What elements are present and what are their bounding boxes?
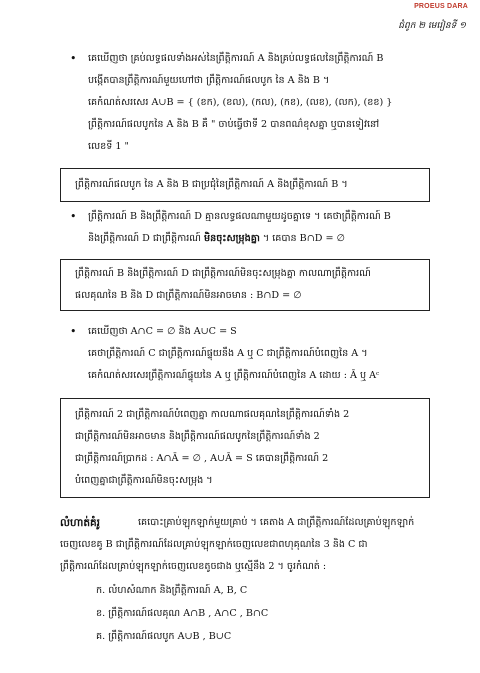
block2-line2-post: ។ គេបាន B∩D = ∅ — [262, 233, 345, 244]
exercise-line: គេបោះគ្រាប់ឡុកឡាក់មួយគ្រាប់ ។ គេតាង A ជាព្រឹត្តិការណ៍ដែលគ្រាប់ឡុកឡាក់ — [138, 517, 415, 528]
block2-line2 — [88, 233, 345, 245]
exercise-line: ព្រឹត្តិការណ៍ដែលគ្រាប់ឡុកឡាក់ចេញលេខតូចជាង ឬស្មើនឹង 2 ។ ចូរកំណត់ : — [60, 561, 327, 572]
exercise-item: ក. លំហសំណាក និងព្រឹត្តិការណ៍ A, B, C — [96, 585, 248, 596]
block1-line: លេខទី 1 " — [88, 141, 129, 152]
box1-text: ព្រឹត្តិការណ៍ផលបូក នៃ A និង B ជាប្រជុំនៃព្រឹត្តិការណ៍ A និងព្រឹត្តិការណ៍ B ។ — [75, 179, 348, 190]
exercise-line: ចេញលេខគូ B ជាព្រឹត្តិការណ៍ដែលគ្រាប់ឡុកឡាក់ចេញលេខជាពហុគុណនៃ 3 និង C ជា — [60, 539, 368, 550]
bullet-3: • — [70, 325, 77, 338]
block3-line: គេថាព្រឹត្តិការណ៍ C ជាព្រឹត្តិការណ៍ផ្ទុយនឹង A ឬ C ជាព្រឹត្តិការណ៍បំពេញនៃ A ។ — [88, 348, 368, 359]
mutually-exclusive-term: មិនចុះសម្រុងគ្នា — [204, 233, 260, 244]
box3-line: ព្រឹត្តិការណ៍ 2 ជាព្រឹត្តិការណ៍បំពេញគ្នា កាលណាផលគុណនៃព្រឹត្តិការណ៍ទាំង 2 — [75, 409, 350, 420]
exercise-title: លំហាត់គំរូ — [60, 517, 100, 529]
chapter-header: ជំពូក ២ មេរៀនទី ១ — [398, 21, 466, 31]
block3-line: គេឃើញថា A∩C = ∅ និង A∪C = S — [88, 326, 237, 337]
box3-line: ជាព្រឹត្តិការណ៍មិនអាចមាន និងព្រឹត្តិការណ៍ផលបូកនៃព្រឹត្តិការណ៍ទាំង 2 — [75, 431, 320, 442]
definition-box-complement — [60, 398, 430, 498]
block2-line1: ព្រឹត្តិការណ៍ B និងព្រឹត្តិការណ៍ D គ្មានលទ្ធផលណាមួយដូចគ្នាទេ ។ គេថាព្រឹត្តិការណ៍ B — [88, 211, 391, 222]
exercise-item: ខ. ព្រឹត្តិការណ៍ផលគុណ A∩B , A∩C , B∩C — [96, 608, 269, 619]
box3-line: បំពេញគ្នាជាព្រឹត្តិការណ៍មិនចុះសម្រុង ។ — [75, 475, 213, 486]
block1-line: បង្កើតបានព្រឹត្តិការណ៍មួយហៅថា ព្រឹត្តិការណ៍ផលបូក នៃ A និង B ។ — [88, 75, 330, 86]
block1-line: ព្រឹត្តិការណ៍ផលបូកនៃ A និង B គឺ " ចាប់ធ្វើថាទី 2 បានពណ៌ខុសគ្នា ឬបានទៀវនៅ — [88, 119, 380, 130]
exercise-item: គ. ព្រឹត្តិការណ៍ផលបូក A∪B , B∪C — [96, 631, 232, 642]
bullet-1: • — [70, 52, 77, 65]
bullet-2: • — [70, 210, 77, 223]
definition-box-union — [60, 168, 430, 202]
block1-line: គេកំណត់សរសេរ A∪B = { (ខក), (ខល), (កល), (កខ), (លខ), (លក), (ខខ) } — [88, 97, 393, 108]
box2-line: ព្រឹត្តិការណ៍ B និងព្រឹត្តិការណ៍ D ជាព្រឹត្តិការណ៍មិនចុះសម្រុងគ្នា កាលណាព្រឹត្តិការណ៍ — [75, 268, 371, 279]
box3-line: ជាព្រឹត្តិការណ៍ប្រាកដ : A∩Ā = ∅ , A∪Ā = S គេបានព្រឹត្តិការណ៍ 2 — [75, 453, 329, 464]
block3-line: គេកំណត់សរសេរព្រឹត្តិការណ៍ផ្ទុយនៃ A ឬ ព្រឹត្តិការណ៍បំពេញនៃ A ដោយ : Ā ឬ Aᶜ — [88, 370, 380, 381]
block2-line2-pre: និងព្រឹត្តិការណ៍ D ជាព្រឹត្តិការណ៍ — [88, 233, 201, 244]
brand-label: PROEUS DARA — [414, 3, 468, 10]
block1-line: គេឃើញថា គ្រប់លទ្ធផលទាំងអស់នៃព្រឹត្តិការណ៍ A និងគ្រប់លទ្ធផលនៃព្រឹត្តិការណ៍ B — [88, 53, 384, 64]
box2-line: ផលគុណនៃ B និង D ជាព្រឹត្តិការណ៍មិនអាចមាន : B∩D = ∅ — [75, 290, 302, 301]
definition-box-exclusive — [60, 259, 430, 311]
